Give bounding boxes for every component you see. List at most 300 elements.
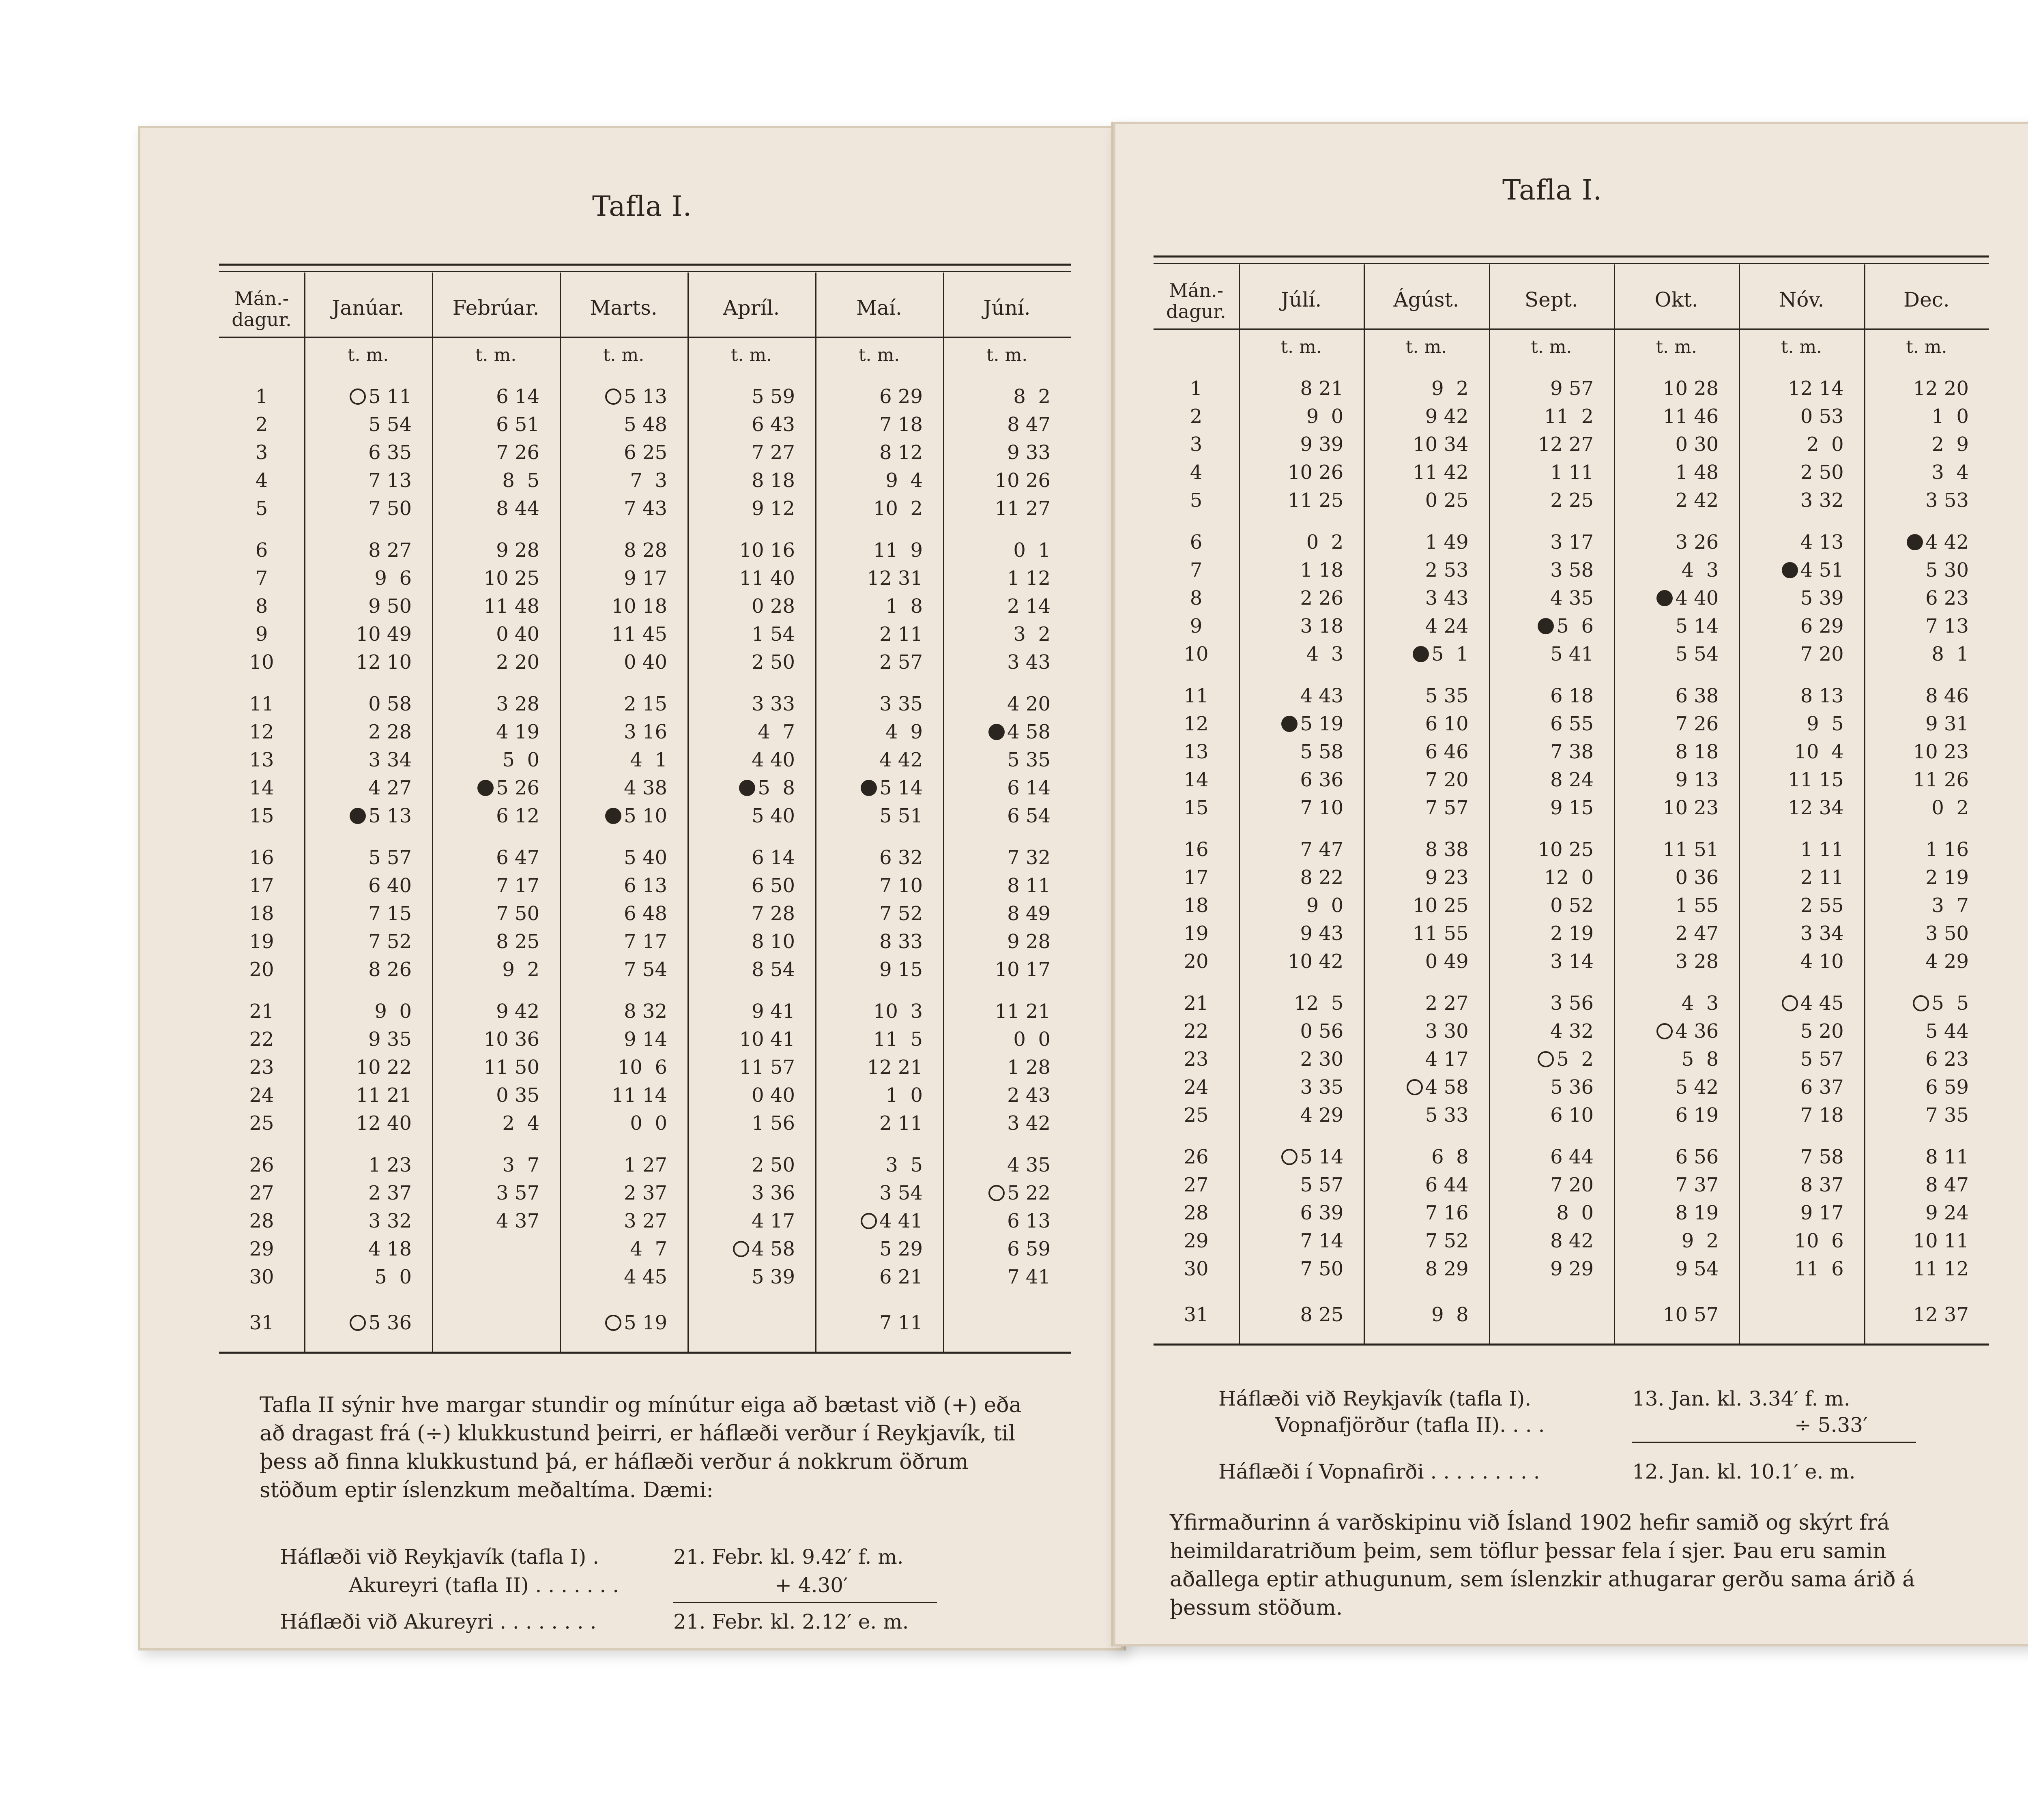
- full-moon-icon: [1407, 1079, 1423, 1095]
- left-cell: [304, 595, 416, 618]
- left-cell: [815, 805, 927, 827]
- right-cell-value: 9 42: [1425, 405, 1469, 428]
- right-cell: [1239, 615, 1347, 637]
- left-header-day: [219, 288, 304, 330]
- right-cell: [1739, 1146, 1848, 1168]
- right-cell-value: 2 47: [1675, 922, 1719, 945]
- left-cell-value: 4 9: [885, 721, 923, 743]
- left-cell-value: 5 51: [879, 805, 923, 827]
- left-cell: [943, 469, 1055, 492]
- left-cell-value: 10 26: [995, 469, 1051, 492]
- right-cell-value: 4 3: [1681, 992, 1719, 1015]
- right-cell-value: 7 58: [1800, 1146, 1844, 1168]
- right-cell-value: 3 7: [1931, 894, 1969, 917]
- right-cell: [1239, 405, 1347, 428]
- right-day-26: 26: [1184, 1146, 1209, 1168]
- left-cell: [560, 469, 671, 492]
- right-cell-value: 9 5: [1807, 713, 1844, 735]
- right-cell-value: 2 19: [1550, 922, 1594, 945]
- left-cell-value: 4 17: [752, 1210, 795, 1232]
- right-cell-value: 5 42: [1675, 1076, 1719, 1099]
- right-cell: [1239, 685, 1347, 707]
- right-cell: [1739, 1076, 1848, 1099]
- right-cell-value: 3 43: [1425, 587, 1469, 610]
- left-cell-value: 8 49: [1007, 902, 1051, 925]
- left-cell: [304, 958, 416, 981]
- right-cell: [1864, 461, 1973, 484]
- full-moon-icon: [605, 1315, 621, 1331]
- right-cell: [1489, 866, 1598, 889]
- left-cell: [943, 1000, 1055, 1023]
- right-cell-value: 4 3: [1306, 643, 1344, 665]
- right-cell: [1364, 1020, 1472, 1043]
- right-cell: [1739, 1104, 1848, 1127]
- left-cell: [687, 777, 799, 799]
- right-cell: [1614, 768, 1723, 791]
- left-day-7: 7: [255, 567, 268, 590]
- left-cell-value: 2 37: [624, 1182, 667, 1204]
- left-day-8: 8: [255, 595, 268, 618]
- right-cell-value: 5 58: [1300, 740, 1344, 763]
- left-cell-value: 3 32: [368, 1210, 412, 1232]
- right-cell-value: 1 18: [1300, 559, 1344, 582]
- right-cell-value: 5 19: [1300, 713, 1344, 735]
- right-cell: [1364, 643, 1472, 665]
- right-cell-value: 9 31: [1925, 713, 1969, 735]
- left-day-31: 31: [249, 1311, 274, 1334]
- right-cell: [1239, 713, 1347, 735]
- right-unit-1: t. m.: [1280, 337, 1322, 357]
- right-cell-value: 12 0: [1544, 866, 1594, 889]
- right-cell: [1239, 1202, 1347, 1224]
- left-cell: [560, 651, 671, 674]
- left-cell: [687, 1112, 799, 1135]
- left-day-3: 3: [255, 441, 268, 464]
- left-cell: [560, 777, 671, 799]
- right-cell: [1739, 922, 1848, 945]
- left-cell-value: 9 28: [1007, 930, 1051, 953]
- left-cell-value: 9 0: [374, 1000, 412, 1023]
- left-cell: [943, 1154, 1055, 1176]
- right-cell: [1739, 377, 1848, 400]
- left-cell-value: 1 54: [752, 623, 795, 646]
- right-day-10: 10: [1184, 643, 1209, 665]
- right-cell-value: 12 27: [1538, 433, 1594, 456]
- left-day-10: 10: [249, 651, 274, 674]
- right-cell-value: 0 36: [1675, 866, 1719, 889]
- left-cell-value: 2 50: [752, 1154, 795, 1176]
- left-cell: [560, 693, 671, 715]
- left-cell: [687, 721, 799, 743]
- left-cell: [560, 1311, 671, 1334]
- right-cell: [1239, 489, 1347, 512]
- left-cell-value: 8 28: [624, 539, 667, 562]
- left-cell: [560, 958, 671, 981]
- left-day-15: 15: [249, 805, 274, 827]
- left-cell: [304, 749, 416, 771]
- left-cell: [943, 651, 1055, 674]
- left-cell-value: 7 26: [496, 441, 539, 464]
- right-cell: [1614, 1174, 1723, 1196]
- left-cell-value: 1 23: [368, 1154, 412, 1176]
- new-moon-icon: [988, 724, 1005, 740]
- right-cell: [1364, 1048, 1472, 1071]
- left-cell-value: 6 14: [752, 846, 795, 869]
- left-cell-value: 5 54: [368, 413, 412, 436]
- right-cell: [1364, 1076, 1472, 1099]
- left-cell-value: 5 40: [752, 805, 795, 827]
- right-cell: [1614, 1146, 1723, 1168]
- right-cell-value: 7 14: [1300, 1230, 1344, 1252]
- left-cell-value: 4 27: [368, 777, 412, 799]
- left-cell-value: 5 0: [374, 1266, 412, 1288]
- right-cell-value: 12 37: [1913, 1303, 1969, 1326]
- right-cell-value: 10 25: [1413, 894, 1469, 917]
- left-cell-value: 8 26: [368, 958, 412, 981]
- right-unit-6: t. m.: [1906, 337, 1947, 357]
- new-moon-icon: [1656, 590, 1673, 606]
- left-day-11: 11: [249, 693, 274, 715]
- left-day-19: 19: [249, 930, 274, 953]
- right-cell: [1864, 740, 1973, 763]
- left-cell: [560, 595, 671, 618]
- right-unit-3: t. m.: [1531, 337, 1572, 357]
- left-cell-value: 5 8: [758, 777, 795, 799]
- left-cell: [687, 1210, 799, 1232]
- left-cell-value: 6 14: [496, 385, 539, 408]
- new-moon-icon: [477, 780, 494, 796]
- right-cell: [1239, 796, 1347, 819]
- left-cell-value: 3 36: [752, 1182, 795, 1204]
- right-cell-value: 8 18: [1675, 740, 1719, 763]
- left-cell-value: 11 45: [611, 623, 667, 646]
- right-cell-value: 5 54: [1675, 643, 1719, 665]
- right-cell-value: 11 6: [1794, 1258, 1844, 1280]
- right-cell: [1489, 643, 1598, 665]
- right-day-7: 7: [1190, 559, 1203, 582]
- left-cell-value: 9 2: [502, 958, 539, 981]
- right-cell: [1739, 796, 1848, 819]
- left-header-month-1: Janúar.: [332, 296, 404, 320]
- left-cell-value: 4 58: [1007, 721, 1051, 743]
- left-cell: [815, 469, 927, 492]
- right-cell: [1489, 685, 1598, 707]
- right-cell-value: 10 34: [1413, 433, 1469, 456]
- left-day-30: 30: [249, 1266, 274, 1288]
- right-cell: [1489, 713, 1598, 735]
- left-example-2-label: Akureyri (tafla II) . . . . . . .: [349, 1573, 619, 1597]
- left-header-month-3: Marts.: [590, 296, 657, 320]
- right-cell-value: 8 19: [1675, 1202, 1719, 1224]
- right-cell: [1364, 838, 1472, 861]
- left-day-29: 29: [249, 1238, 274, 1260]
- right-cell-value: 6 56: [1675, 1146, 1719, 1168]
- left-cell: [687, 497, 799, 520]
- right-day-31: 31: [1184, 1303, 1209, 1326]
- left-cell: [560, 902, 671, 925]
- right-cell: [1364, 1258, 1472, 1280]
- right-cell-value: 5 14: [1675, 615, 1719, 637]
- right-cell-value: 3 32: [1800, 489, 1844, 512]
- left-cell: [687, 623, 799, 646]
- right-cell-value: 6 59: [1925, 1076, 1969, 1099]
- right-cell: [1489, 433, 1598, 456]
- right-cell: [1239, 1076, 1347, 1099]
- left-table-title: Tafla I.: [592, 191, 692, 223]
- left-cell-value: 7 50: [368, 497, 412, 520]
- left-cell-value: 4 19: [496, 721, 539, 743]
- right-cell: [1364, 1104, 1472, 1127]
- left-cell-value: 9 33: [1007, 441, 1051, 464]
- right-cell-value: 0 52: [1550, 894, 1594, 917]
- left-col-divider: [432, 273, 433, 1352]
- left-header-month-5: Maí.: [856, 296, 902, 320]
- left-header-dagur: dagur.: [232, 309, 292, 331]
- left-cell: [560, 623, 671, 646]
- left-cell-value: 8 12: [879, 441, 923, 464]
- left-cell-value: 4 7: [630, 1238, 667, 1260]
- right-cell: [1739, 768, 1848, 791]
- left-cell: [560, 1210, 671, 1232]
- left-cell-value: 5 11: [368, 385, 412, 408]
- full-moon-icon: [350, 1315, 366, 1331]
- left-cell: [304, 1056, 416, 1079]
- left-cell-value: 2 50: [752, 651, 795, 674]
- left-cell-value: 6 32: [879, 846, 923, 869]
- left-cell: [560, 1266, 671, 1288]
- right-day-29: 29: [1184, 1230, 1209, 1252]
- right-day-4: 4: [1190, 461, 1203, 484]
- right-cell: [1239, 992, 1347, 1015]
- left-day-27: 27: [249, 1182, 274, 1204]
- left-cell-value: 4 40: [752, 749, 795, 771]
- right-cell: [1614, 992, 1723, 1015]
- left-cell-value: 8 5: [502, 469, 539, 492]
- left-cell: [304, 385, 416, 408]
- right-cell: [1614, 643, 1723, 665]
- left-cell: [432, 958, 544, 981]
- left-example-1-value: 21. Febr. kl. 9.42′ f. m.: [673, 1545, 904, 1569]
- left-cell: [687, 902, 799, 925]
- left-cell: [432, 721, 544, 743]
- right-cell: [1489, 587, 1598, 610]
- right-cell-value: 5 33: [1425, 1104, 1469, 1127]
- left-cell: [815, 1210, 927, 1232]
- left-unit-3: t. m.: [603, 345, 644, 365]
- right-example-3-value: 12. Jan. kl. 10.1′ e. m.: [1632, 1460, 1856, 1483]
- right-cell-value: 8 13: [1800, 685, 1844, 707]
- left-cell: [304, 1266, 416, 1288]
- right-cell: [1489, 1104, 1598, 1127]
- right-cell: [1489, 1258, 1598, 1280]
- left-cell: [943, 1084, 1055, 1107]
- right-day-19: 19: [1184, 922, 1209, 945]
- right-cell: [1614, 461, 1723, 484]
- right-example-2-label: Vopnafjörður (tafla II). . . .: [1275, 1413, 1545, 1437]
- left-cell-value: 5 39: [752, 1266, 795, 1288]
- right-cell: [1739, 1048, 1848, 1071]
- right-cell-value: 3 28: [1675, 950, 1719, 973]
- right-cell-value: 9 2: [1431, 377, 1469, 400]
- left-day-24: 24: [249, 1084, 274, 1107]
- right-cell-value: 7 16: [1425, 1202, 1469, 1224]
- right-cell: [1489, 1076, 1598, 1099]
- right-cell: [1614, 1076, 1723, 1099]
- right-bottom-rule: [1154, 1344, 1989, 1346]
- right-cell: [1489, 1230, 1598, 1252]
- right-cell: [1864, 559, 1973, 582]
- right-cell-value: 7 37: [1675, 1174, 1719, 1196]
- left-cell: [560, 567, 671, 590]
- left-cell-value: 6 47: [496, 846, 539, 869]
- right-cell: [1864, 894, 1973, 917]
- right-cell-value: 8 37: [1800, 1174, 1844, 1196]
- left-cell: [687, 1000, 799, 1023]
- right-paragraph: Yfirmaðurinn á varðskipinu við Ísland 1902 hefir samið og skýrt frá heimildaratriðum þeim, sem töflur þessar fela í sjer. Þau eru samin aðallega eptir athugunum, sem íslenzkir athugarar gerðu sama árið á þessum stöðum.: [1170, 1511, 1915, 1620]
- left-cell-value: 1 12: [1007, 567, 1051, 590]
- left-cell: [815, 902, 927, 925]
- left-cell-value: 1 8: [885, 595, 923, 618]
- left-cell-value: 10 49: [356, 623, 412, 646]
- left-cell: [560, 1084, 671, 1107]
- left-cell: [432, 1210, 544, 1232]
- right-cell-value: 8 22: [1300, 866, 1344, 889]
- right-day-18: 18: [1184, 894, 1209, 917]
- left-cell-value: 11 50: [483, 1056, 539, 1079]
- left-cell: [815, 623, 927, 646]
- left-cell-value: 2 11: [879, 623, 923, 646]
- left-cell: [687, 441, 799, 464]
- right-cell-value: 9 23: [1425, 866, 1469, 889]
- right-cell-value: 5 39: [1800, 587, 1844, 610]
- right-cell-value: 5 35: [1425, 685, 1469, 707]
- right-cell-value: 10 23: [1913, 740, 1969, 763]
- left-day-22: 22: [249, 1028, 274, 1051]
- right-cell: [1489, 405, 1598, 428]
- right-cell-value: 8 0: [1556, 1202, 1594, 1224]
- right-header-dagur: dagur.: [1166, 300, 1226, 322]
- right-day-20: 20: [1184, 950, 1209, 973]
- right-page: [1111, 122, 2028, 1646]
- left-page: [138, 126, 1126, 1650]
- left-header-man: Mán.-: [234, 288, 289, 309]
- right-cell-value: 5 14: [1300, 1146, 1344, 1168]
- left-cell-value: 5 14: [879, 777, 923, 799]
- right-cell-value: 8 11: [1925, 1146, 1969, 1168]
- left-unit-2: t. m.: [475, 345, 517, 365]
- left-cell: [304, 1028, 416, 1051]
- right-cell: [1614, 740, 1723, 763]
- left-unit-1: t. m.: [347, 345, 389, 365]
- left-cell-value: 6 14: [1007, 777, 1051, 799]
- right-cell: [1614, 1202, 1723, 1224]
- left-cell-value: 11 57: [739, 1056, 795, 1079]
- left-cell: [815, 595, 927, 618]
- left-cell: [687, 539, 799, 562]
- right-cell: [1239, 433, 1347, 456]
- right-cell-value: 2 30: [1300, 1048, 1344, 1071]
- left-cell: [432, 651, 544, 674]
- left-cell-value: 7 17: [496, 874, 539, 897]
- right-cell: [1864, 1230, 1973, 1252]
- left-cell-value: 6 43: [752, 413, 795, 436]
- left-cell: [304, 1311, 416, 1334]
- right-cell: [1239, 1258, 1347, 1280]
- right-cell-value: 4 43: [1300, 685, 1344, 707]
- right-cell: [1739, 740, 1848, 763]
- left-cell-value: 0 35: [496, 1084, 539, 1107]
- left-cell-value: 3 42: [1007, 1112, 1051, 1135]
- left-cell-value: 7 28: [752, 902, 795, 925]
- right-cell: [1364, 768, 1472, 791]
- right-cell-value: 3 17: [1550, 531, 1594, 554]
- right-cell-value: 4 29: [1300, 1104, 1344, 1127]
- left-cell-value: 10 18: [611, 595, 667, 618]
- right-example-1-value: 13. Jan. kl. 3.34′ f. m.: [1632, 1387, 1850, 1410]
- left-cell-value: 3 54: [879, 1182, 923, 1204]
- left-cell: [560, 1112, 671, 1135]
- right-cell: [1364, 377, 1472, 400]
- left-cell: [560, 1028, 671, 1051]
- left-header-month-6: Júní.: [983, 296, 1031, 320]
- right-cell-value: 9 8: [1431, 1303, 1469, 1326]
- left-cell-value: 8 32: [624, 1000, 667, 1023]
- left-cell-value: 7 10: [879, 874, 923, 897]
- right-day-1: 1: [1190, 377, 1203, 400]
- left-cell: [815, 777, 927, 799]
- left-cell-value: 8 44: [496, 497, 539, 520]
- left-cell-value: 3 33: [752, 693, 795, 715]
- right-cell-value: 4 40: [1675, 587, 1719, 610]
- right-cell: [1739, 685, 1848, 707]
- left-cell-value: 0 1: [1013, 539, 1051, 562]
- left-cell: [304, 1154, 416, 1176]
- left-day-13: 13: [249, 749, 274, 771]
- left-cell-value: 9 50: [368, 595, 412, 618]
- left-top-rule: [219, 264, 1071, 266]
- left-cell-value: 10 22: [356, 1056, 412, 1079]
- right-cell: [1489, 1174, 1598, 1196]
- left-day-4: 4: [255, 469, 268, 492]
- left-cell: [943, 749, 1055, 771]
- left-col-divider: [560, 273, 561, 1352]
- left-cell-value: 3 35: [879, 693, 923, 715]
- left-cell: [304, 623, 416, 646]
- right-cell-value: 7 20: [1800, 643, 1844, 665]
- left-cell: [432, 693, 544, 715]
- right-cell-value: 4 10: [1800, 950, 1844, 973]
- right-cell: [1739, 643, 1848, 665]
- right-cell: [1489, 1202, 1598, 1224]
- left-cell: [432, 469, 544, 492]
- left-cell: [304, 805, 416, 827]
- right-cell: [1864, 866, 1973, 889]
- right-cell-value: 10 26: [1287, 461, 1344, 484]
- right-cell-value: 5 57: [1800, 1048, 1844, 1071]
- right-cell: [1489, 838, 1598, 861]
- left-day-12: 12: [249, 721, 274, 743]
- right-cell-value: 6 44: [1425, 1174, 1469, 1196]
- right-cell: [1739, 531, 1848, 554]
- right-cell-value: 10 11: [1913, 1230, 1969, 1252]
- right-cell-value: 11 25: [1287, 489, 1344, 512]
- left-day-26: 26: [249, 1154, 274, 1176]
- right-example-3-label: Háflæði í Vopnafirði . . . . . . . . .: [1218, 1460, 1540, 1483]
- right-cell: [1489, 531, 1598, 554]
- left-cell-value: 7 11: [879, 1311, 923, 1334]
- left-cell-value: 10 16: [739, 539, 795, 562]
- left-cell: [815, 1266, 927, 1288]
